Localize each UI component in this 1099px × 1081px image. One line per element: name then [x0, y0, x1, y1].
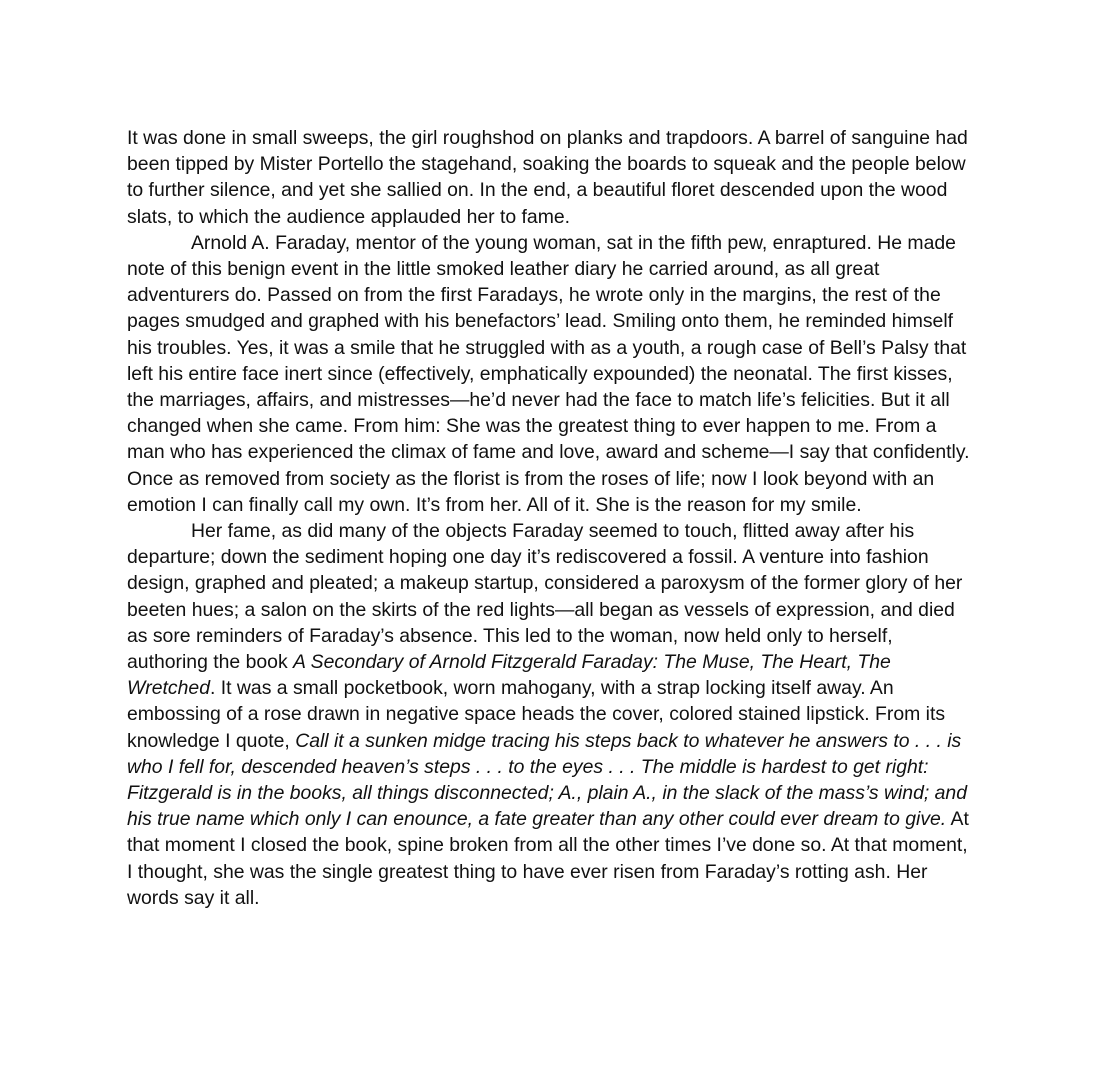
book-title: A Secondary of Arnold Fitzgerald Faraday: The Muse, The Heart, The Wretched	[127, 651, 891, 700]
paragraph-1: It was done in small sweeps, the girl roughshod on planks and trapdoors. A barrel of sanguine had been tipped by Mister Portello the stagehand, soaking the boards to squeak and the people below to further silence, and yet she sallied on. In the end, a beautiful floret descended upon the wood slats, to which the audience applauded her to fame.	[127, 127, 968, 228]
document-body	[127, 125, 972, 911]
paragraph-3	[127, 518, 972, 911]
paragraph-2: Arnold A. Faraday, mentor of the young woman, sat in the fifth pew, enraptured. He made note of this benign event in the little smoked leather diary he carried around, as all great adventurers do. Passed on from the first Faradays, he wrote only in the margins, the rest of the pages smudged and graphed with his benefactors’ lead. Smiling onto them, he reminded himself his troubles. Yes, it was a smile that he struggled with as a youth, a rough case of Bell’s Palsy that left his entire face inert since (effectively, emphatically expounded) the neonatal. The first kisses, the marriages, affairs, and mistresses—he’d never had the face to match life’s felicities. But it all changed when she came. From him: She was the greatest thing to ever happen to me. From a man who has experienced the climax of fame and love, award and scheme—I say that confidently. Once as removed from society as the florist is from the roses of life; now I look beyond with an emotion I can finally call my own. It’s from her. All of it. She is the reason for my smile.	[127, 231, 970, 516]
paragraph-3-text-c: At that moment I closed the book, spine broken from all the other times I’ve done so. At that moment, I thought, she was the single greatest thing to have ever risen from Faraday’s rotting ash. Her words say it all.	[127, 808, 969, 909]
book-quote: Call it a sunken midge tracing his steps back to whatever he answers to . . . is who I fell for, descended heaven’s steps . . . to the eyes . . . The middle is hardest to get right: Fitzgerald is in the books, all things disconnected; A., plain A., in the slack of the mass’s wind; and his true name which only I can enounce, a fate greater than any other could ever dream to give.	[127, 729, 967, 831]
paragraph-3-text-b: . It was a small pocketbook, worn mahogany, with a strap locking itself away. An embossing of a rose drawn in negative space heads the cover, colored stained lipstick. From its knowledge I quote,	[127, 677, 946, 752]
paragraph-3-text-a: Her fame, as did many of the objects Faraday seemed to touch, flitted away after his departure; down the sediment hoping one day it’s rediscovered a fossil. A venture into fashion design, graphed and pleated; a makeup startup, considered a paroxysm of the former glory of her beeten hues; a salon on the skirts of the red lights—all began as vessels of expression, and died as sore reminders of Faraday’s absence. This led to the woman, now held only to herself, authoring the book	[127, 520, 963, 674]
